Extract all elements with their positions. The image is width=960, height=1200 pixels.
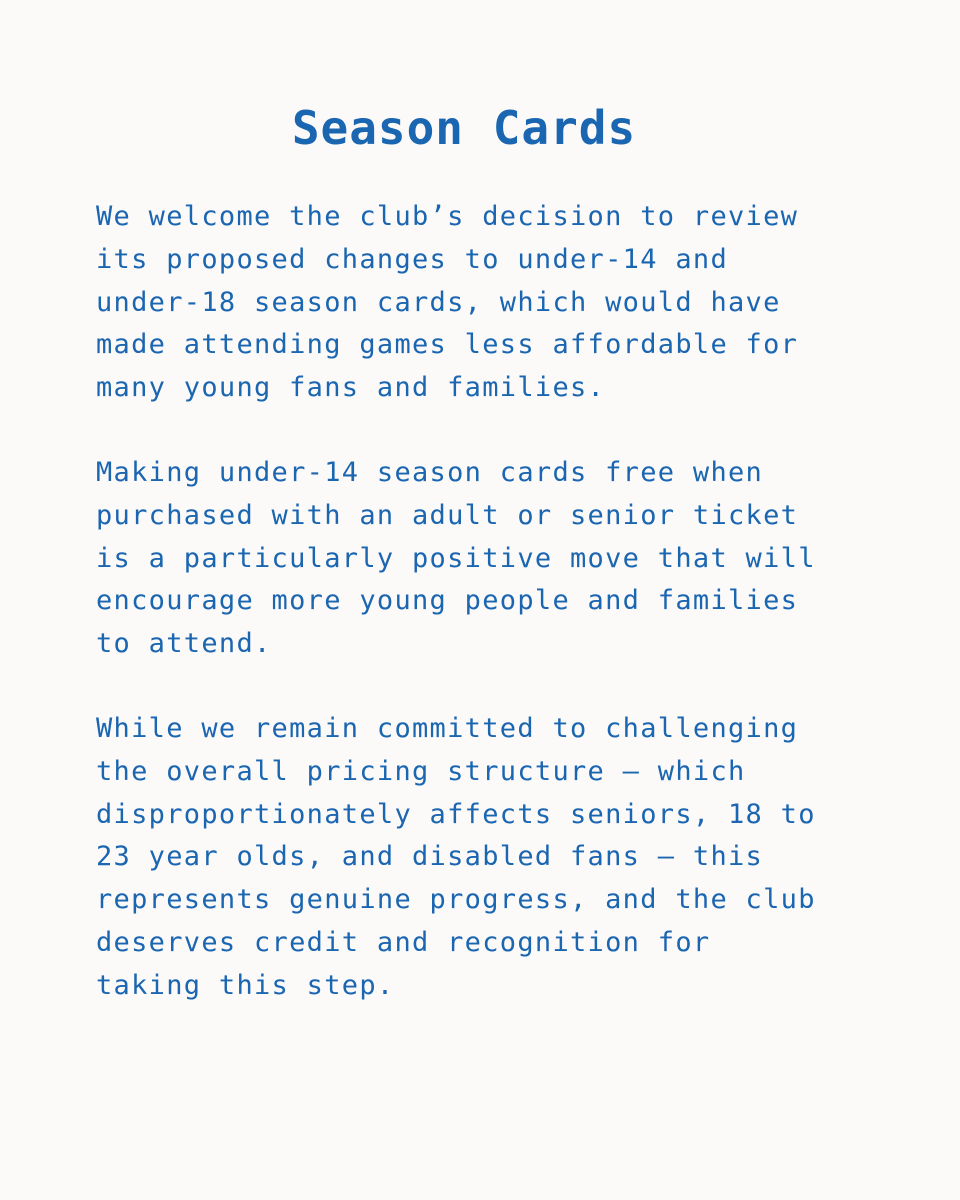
- paragraph-line: represents genuine progress, and the club: [96, 884, 816, 916]
- paragraph-line: encourage more young people and families: [96, 585, 799, 617]
- paragraph-line: Making under-14 season cards free when: [96, 456, 764, 488]
- paragraph-line: made attending games less affordable for: [96, 329, 799, 361]
- paragraph-line: the overall pricing structure – which: [96, 755, 746, 787]
- paragraph-line: deserves credit and recognition for: [96, 926, 711, 958]
- paragraph-line: While we remain committed to challenging: [96, 712, 799, 744]
- paragraph-line: 23 year olds, and disabled fans – this: [96, 841, 764, 873]
- paragraph-line: under-18 season cards, which would have: [96, 286, 781, 318]
- paragraph-3: [96, 708, 896, 1008]
- paragraph-1: [96, 196, 896, 410]
- paragraph-line: many young fans and families.: [96, 372, 606, 404]
- page-title: Season Cards: [291, 101, 637, 155]
- paragraph-line: purchased with an adult or senior ticket: [96, 499, 799, 531]
- statement-body: [96, 196, 896, 1050]
- paragraph-line: disproportionately affects seniors, 18 to: [96, 798, 816, 830]
- paragraph-2: [96, 452, 896, 666]
- paragraph-line: its proposed changes to under-14 and: [96, 243, 728, 275]
- paragraph-line: We welcome the club’s decision to review: [96, 201, 799, 232]
- paragraph-line: taking this step.: [96, 969, 395, 1001]
- paragraph-line: is a particularly positive move that will: [96, 542, 816, 574]
- paragraph-line: to attend.: [96, 628, 272, 660]
